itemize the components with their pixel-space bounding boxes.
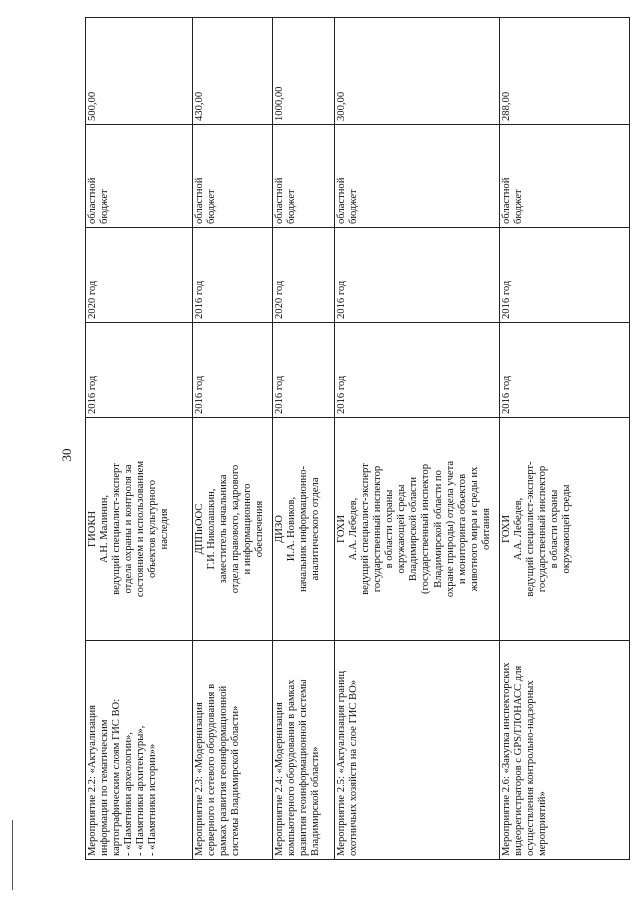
funding-source-line: бюджет — [513, 189, 525, 224]
measure-cell — [86, 641, 193, 860]
executor-line: А.Н. Малинин, — [99, 494, 111, 564]
measure-line: - «Памятники истории»» — [147, 743, 159, 856]
measure-line: охотничьих хозяйств на слое ГИС ВО» — [348, 679, 360, 856]
funding-source-cell — [500, 125, 630, 228]
amount-cell: 430,00 — [193, 18, 273, 125]
executor-line: ГОХИ — [336, 515, 347, 543]
measure-line: компьютерного оборудования в рамках — [286, 679, 298, 856]
executor-line: Владимирской области по — [432, 470, 444, 588]
executor-line: ведущий специалист-эксперт — [111, 463, 123, 595]
executor-line: отдела охраны и контроля за — [123, 464, 135, 594]
funding-source-line: областной — [501, 177, 512, 224]
amount-cell: 1000,00 — [273, 18, 335, 125]
executor-line: А.А. Лебедев, — [348, 497, 360, 561]
executor-line: начальник информационно- — [298, 465, 310, 593]
measure-line: Мероприятие 2.3: «Модернизация — [194, 702, 205, 856]
measure-line: Мероприятие 2.4: «Модернизация — [274, 702, 285, 856]
executor-line: состоянием и использованием — [135, 460, 147, 598]
executor-line: и мониторинга объектов — [456, 473, 468, 585]
funding-source-line: областной — [274, 177, 285, 224]
executor-line: окружающей среды — [396, 484, 408, 574]
measure-line: серверного и сетевого оборудования в — [206, 683, 218, 856]
executor-line: Владимирской области — [408, 476, 420, 582]
table-row — [273, 18, 335, 860]
start-year-cell: 2016 год — [193, 323, 273, 418]
amount-cell: 300,00 — [335, 18, 500, 125]
executor-line: окружающей среды — [561, 484, 573, 574]
measure-cell — [273, 641, 335, 860]
executor-line: в области охраны — [549, 489, 561, 569]
scan-edge-mark — [12, 820, 13, 890]
executor-cell — [273, 418, 335, 641]
end-year-cell: 2016 год — [193, 228, 273, 323]
measure-cell — [335, 641, 500, 860]
executor-cell — [193, 418, 273, 641]
measure-line: Владимирской области» — [310, 746, 322, 856]
executor-line: ведущий специалист-эксперт- — [525, 461, 537, 597]
executor-line: ДППиООС — [194, 503, 205, 555]
amount-cell: 500,00 — [86, 18, 193, 125]
measure-cell — [500, 641, 630, 860]
end-year-cell: 2016 год — [500, 228, 630, 323]
executor-line: и информационного — [242, 483, 254, 575]
executor-cell — [500, 418, 630, 641]
activities-table — [85, 17, 630, 860]
executor-line: государственный инспектор — [537, 465, 549, 593]
executor-line: И.А. Новиков, — [286, 496, 298, 562]
executor-line: отдела правового, кадрового — [230, 464, 242, 594]
funding-source-line: бюджет — [286, 189, 298, 224]
start-year-cell: 2016 год — [335, 323, 500, 418]
measure-cell — [193, 641, 273, 860]
measure-line: - «Памятники архитектуры», — [135, 725, 147, 856]
amount-cell: 288,00 — [500, 18, 630, 125]
table-row — [86, 18, 193, 860]
executor-line: заместитель начальника — [218, 474, 230, 584]
executor-line: животного мира и среды их — [468, 466, 480, 592]
measure-line: видеорегистраторов с GPS/ГЛОНАСС для — [513, 665, 525, 856]
document-page — [85, 60, 629, 860]
measure-line: Мероприятие 2.5: «Актуализация границ — [336, 670, 347, 856]
funding-source-cell — [193, 125, 273, 228]
start-year-cell: 2016 год — [86, 323, 193, 418]
funding-source-cell — [335, 125, 500, 228]
measure-line: информации по тематическим — [99, 719, 111, 856]
funding-source-line: бюджет — [99, 189, 111, 224]
measure-line: развития геоинформационной системы — [298, 679, 310, 856]
measure-line: картографическим слоям ГИС ВО: — [111, 698, 123, 856]
executor-line: ГОХИ — [501, 515, 512, 543]
executor-line: охране природы) отдела учета — [444, 460, 456, 598]
funding-source-line: бюджет — [348, 189, 360, 224]
start-year-cell: 2016 год — [500, 323, 630, 418]
end-year-cell: 2016 год — [335, 228, 500, 323]
rotated-table-wrapper — [85, 60, 629, 860]
executor-line: объектов культурного — [147, 479, 159, 579]
executor-cell — [86, 418, 193, 641]
funding-source-line: областной — [194, 177, 205, 224]
executor-line: ДИЗО — [274, 515, 285, 543]
funding-source-line: областной — [336, 177, 347, 224]
measure-line: рамках развития геоинформационной — [218, 685, 230, 856]
executor-line: обеспечения — [254, 500, 266, 558]
end-year-cell: 2020 год — [86, 228, 193, 323]
measure-line: - «Памятники археологии», — [123, 732, 135, 856]
executor-line: обитания — [480, 507, 492, 551]
measure-line: системы Владимирской области» — [230, 705, 242, 856]
executor-line: в области охраны — [384, 489, 396, 569]
page-number: 30 — [59, 448, 74, 462]
executor-line: Г.И. Николашкин, — [206, 488, 218, 570]
measure-line: Мероприятие 2.6: «Закупка инспекторских — [501, 662, 512, 856]
executor-line: наследия — [159, 508, 171, 550]
funding-source-cell — [273, 125, 335, 228]
executor-line: аналитического отдела — [310, 477, 322, 581]
executor-cell — [335, 418, 500, 641]
table-row — [193, 18, 273, 860]
funding-source-line: бюджет — [206, 189, 218, 224]
table-row — [500, 18, 630, 860]
table-row — [335, 18, 500, 860]
funding-source-line: областной — [87, 177, 98, 224]
executor-line: ГИОКН — [87, 510, 98, 548]
executor-line: (государственный инспектор — [420, 464, 432, 595]
measure-line: Мероприятие 2.2: «Актуализация — [87, 704, 98, 856]
measure-line: осуществления контрольно-надзорных — [525, 680, 537, 856]
executor-line: ведущий специалист-эксперт — [360, 463, 372, 595]
executor-line: государственный инспектор — [372, 465, 384, 593]
start-year-cell: 2016 год — [273, 323, 335, 418]
measure-line: мероприятий» — [537, 791, 549, 856]
end-year-cell: 2020 год — [273, 228, 335, 323]
executor-line: А.А. Лебедев, — [513, 497, 525, 561]
funding-source-cell — [86, 125, 193, 228]
